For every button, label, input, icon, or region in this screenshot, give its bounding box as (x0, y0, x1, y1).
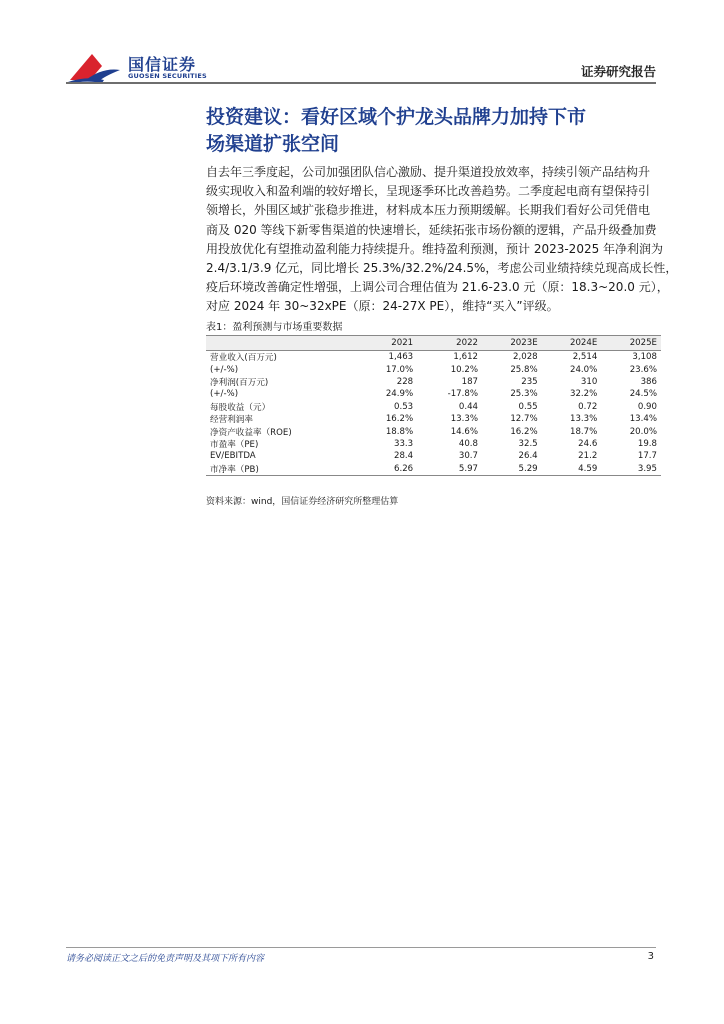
table-cell: 5.97 (417, 463, 482, 476)
table-row (206, 450, 661, 462)
table-cell: 10.2% (450, 364, 479, 375)
row-label-cell: 经营利润率 (210, 415, 253, 426)
investment-advice-paragraph (206, 163, 678, 317)
paragraph-line: 商及 020 等线下新零售渠道的快速增长，延续拓张市场份额的逻辑，产品升级叠加费 (206, 222, 657, 237)
table-cell: 4.59 (542, 463, 602, 476)
table-cell: 14.6% (450, 426, 479, 437)
row-label-cell: 营业收入(百万元) (210, 353, 277, 364)
row-label-cell: (+/-%) (210, 364, 239, 375)
table-cell: 0.53 (394, 401, 414, 412)
paragraph-line: 用投放优化有望推动盈利能力持续提升。维持盈利预测，预计 2023-2025 年净利润为 (206, 241, 664, 256)
page-number: 3 (647, 951, 654, 962)
table-cell: 2,514 (572, 352, 598, 363)
table-row (206, 363, 661, 375)
row-label-cell: 每股收益（元） (210, 402, 271, 413)
table-cell: 18.7% (569, 426, 598, 437)
table-cell: 18.8% (385, 426, 414, 437)
table-cell: 13.4% (629, 414, 657, 425)
row-label-cell: 市盈率（PE) (210, 439, 259, 450)
table-cell: 23.6% (629, 364, 657, 375)
table-cell: 0.72 (578, 401, 598, 412)
table-cell: 17.7 (637, 451, 657, 462)
table-cell: 386 (640, 376, 657, 387)
earnings-forecast-table (206, 335, 661, 476)
table-cell: 12.7% (510, 414, 538, 425)
guosen-logo (66, 50, 216, 86)
table-cell: 24.9% (385, 389, 414, 400)
table-cell: -17.8% (447, 389, 479, 400)
table-cell: 235 (521, 376, 538, 387)
row-label-cell: 净资产收益率（ROE) (210, 427, 292, 438)
column-header: 2025E (601, 336, 661, 351)
table-cell: 310 (580, 376, 598, 387)
table-row (206, 463, 661, 476)
column-header (206, 336, 358, 351)
row-label-cell: 净利润(百万元) (210, 377, 269, 388)
column-header: 2024E (542, 336, 602, 351)
table-row (206, 376, 661, 388)
header-divider (66, 82, 656, 84)
table-cell: 2,028 (513, 352, 538, 363)
guosen-logo-mark-icon (66, 50, 122, 84)
footer-divider (66, 947, 656, 948)
table-cell: 26.4 (518, 451, 538, 462)
table-cell: 21.2 (578, 451, 598, 462)
report-type-label: 证券研究报告 (580, 64, 656, 79)
table-cell: 40.8 (458, 438, 479, 449)
table-row (206, 401, 661, 413)
table-cell: 3.95 (601, 463, 661, 476)
table-cell: 0.90 (637, 401, 657, 412)
paragraph-line: 领增长，外围区域扩张稳步推进，材料成本压力预期缓解。长期我们看好公司凭借电 (206, 203, 651, 218)
title-line-2: 场渠道扩张空间 (206, 133, 340, 155)
table-cell: 187 (461, 376, 479, 387)
table-cell: 33.3 (394, 438, 414, 449)
logo-chinese-name: 国信证券 (128, 55, 197, 74)
table-cell: 32.5 (518, 438, 538, 449)
row-label-cell: EV/EBITDA (210, 451, 256, 462)
title-line-1: 投资建议：看好区域个护龙头品牌力加持下市 (206, 106, 587, 128)
table-cell: 0.44 (458, 401, 479, 412)
table-cell: 30.7 (458, 451, 479, 462)
paragraph-line: 自去年三季度起，公司加强团队信心激励、提升渠道投放效率，持续引领产品结构升 (206, 165, 651, 179)
paragraph-line: 对应 2024 年 30~32xPE（原：24-27X PE），维持“买入”评级。 (206, 299, 559, 314)
table-cell: 1,463 (388, 352, 414, 363)
table-cell: 24.0% (569, 364, 598, 375)
table-cell: 25.3% (510, 389, 538, 400)
table-cell: 17.0% (385, 364, 414, 375)
row-label-cell: 市净率（PB) (206, 463, 358, 476)
table-cell: 13.3% (569, 414, 598, 425)
table-row (206, 438, 661, 450)
section-title (206, 104, 661, 158)
table-row (206, 425, 661, 437)
table-row (206, 351, 661, 364)
column-header: 2023E (482, 336, 542, 351)
table-cell: 25.8% (510, 364, 538, 375)
table-row (206, 413, 661, 425)
table-cell: 13.3% (450, 414, 479, 425)
column-header: 2021 (358, 336, 418, 351)
page-header (0, 0, 724, 86)
table-cell: 32.2% (569, 389, 598, 400)
paragraph-line: 级实现收入和盈利端的较好增长，呈现逐季环比改善趋势。二季度起电商有望保持引 (206, 184, 651, 199)
table-cell: 19.8 (637, 438, 657, 449)
logo-english-name: GUOSEN SECURITIES (128, 72, 207, 80)
table-cell: 20.0% (629, 426, 657, 437)
table-caption: 表1：盈利预测与市场重要数据 (206, 322, 343, 333)
table-cell: 0.55 (518, 401, 538, 412)
row-label-cell: (+/-%) (210, 389, 239, 400)
table-cell: 5.29 (482, 463, 542, 476)
table-cell: 6.26 (358, 463, 418, 476)
table-row (206, 388, 661, 400)
paragraph-line: 疫后环境改善确定性增强，上调公司合理估值为 21.6-23.0 元（原：18.3~20.0 元）， (206, 280, 669, 295)
table-source-note: 资料来源：wind，国信证券经济研究所整理估算 (206, 497, 399, 507)
table-cell: 1,612 (453, 352, 479, 363)
table-body (206, 351, 661, 476)
footer-disclaimer: 请务必阅读正文之后的免责声明及其项下所有内容 (66, 954, 265, 964)
table-cell: 228 (396, 376, 414, 387)
column-header: 2022 (417, 336, 482, 351)
table-cell: 24.6 (578, 438, 598, 449)
table-cell: 16.2% (510, 426, 538, 437)
table-cell: 3,108 (632, 352, 657, 363)
table-cell: 16.2% (385, 414, 414, 425)
table-cell: 24.5% (629, 389, 657, 400)
table-cell: 28.4 (394, 451, 414, 462)
paragraph-line: 2.4/3.1/3.9 亿元，同比增长 25.3%/32.2%/24.5%，考虑公司业绩持续兑现高成长性， (206, 261, 678, 276)
table-header-row (206, 336, 661, 351)
